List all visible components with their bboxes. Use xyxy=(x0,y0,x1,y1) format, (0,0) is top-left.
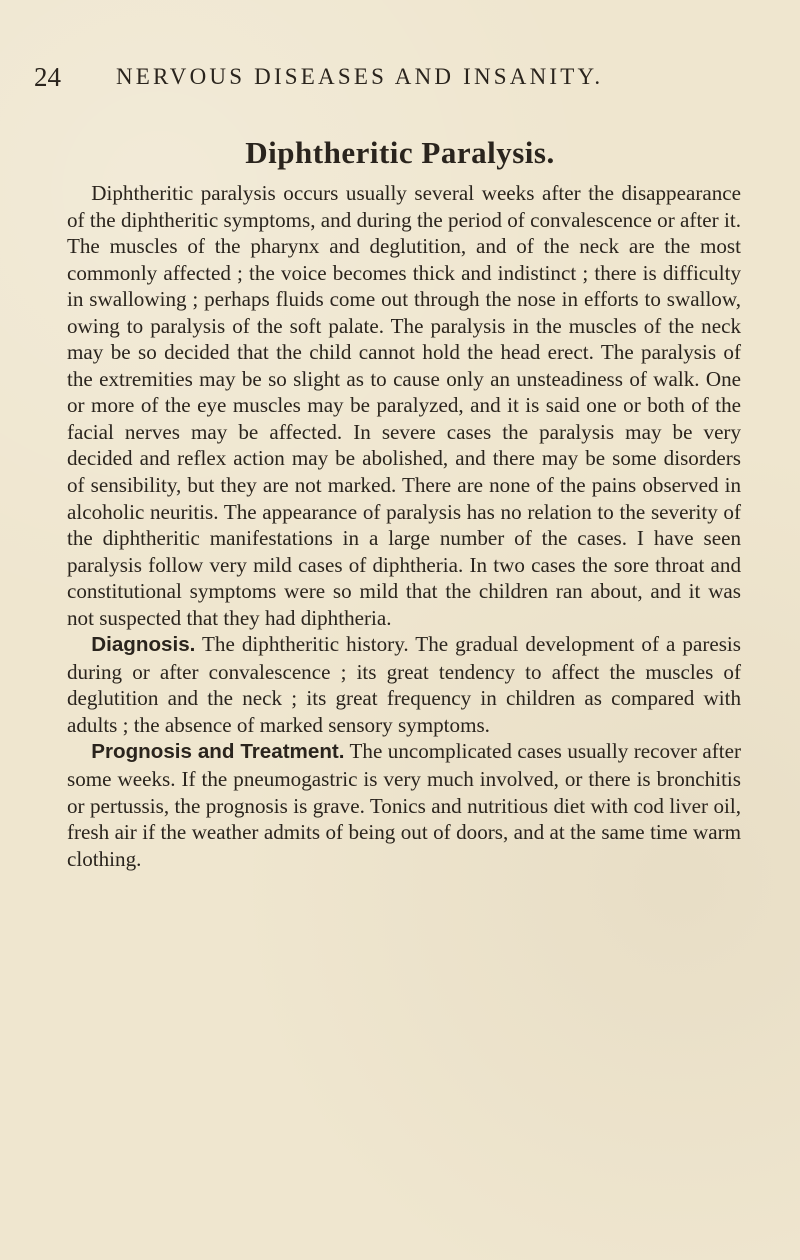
prognosis-treatment-heading: Prognosis and Treatment. xyxy=(91,740,345,764)
diagnosis-text: The diphtheritic history. The gradual development of a paresis during or after convalescence ; its great tendency to affect the muscles of deglutition and the neck ; its great frequency in children as compared with adults ; the absence of marked sensory symptoms. xyxy=(67,632,741,737)
running-header xyxy=(34,62,754,92)
diagnosis-heading: Diagnosis. xyxy=(91,633,196,657)
paragraph-diagnosis xyxy=(67,631,741,738)
section-title: Diphtheritic Paralysis. xyxy=(245,135,555,170)
paragraph-intro xyxy=(67,180,741,631)
prognosis-treatment-text: The uncomplicated cases usually recover after some weeks. If the pneumogastric is very much involved, or there is bronchitis or pertussis, the prognosis is grave. Tonics and nutritious diet with cod liver oil, fresh air if the weather admits of being out of doors, and at the same time warm clothing. xyxy=(67,739,741,871)
paragraph-intro-text: Diphtheritic paralysis occurs usually several weeks after the disappearance of the diphtheritic symptoms, and during the period of convalescence or after it. The muscles of the pharynx and deglutition, and of the neck are the most commonly affected ; the voice becomes thick and indistinct ; there is difficulty in swallowing ; perhaps fluids come out through the nose in efforts to swallow, owing to paralysis of the soft palate. The paralysis in the muscles of the neck may be so decided that the child cannot hold the head erect. The paralysis of the extremities may be so slight as to cause only an unsteadiness of walk. One or more of the eye muscles may be paralyzed, and it is said one or both of the facial nerves may be affected. In severe cases the paralysis may be very decided and reflex action may be abolished, and there may be some disorders of sensibility, but they are not marked. There are none of the pains observed in alcoholic neuritis. The appearance of paralysis has no relation to the severity of the diphtheritic manifestations in a large number of the cases. I have seen paralysis follow very mild cases of diphtheria. In two cases the sore throat and constitutional symptoms were so mild that the children ran about, and it was not suspected that they had diphtheria. xyxy=(67,181,741,630)
paragraph-prognosis-treatment xyxy=(67,738,741,872)
page-number: 24 xyxy=(34,62,61,92)
body-text xyxy=(67,180,741,872)
running-title: NERVOUS DISEASES AND INSANITY. xyxy=(116,64,604,89)
